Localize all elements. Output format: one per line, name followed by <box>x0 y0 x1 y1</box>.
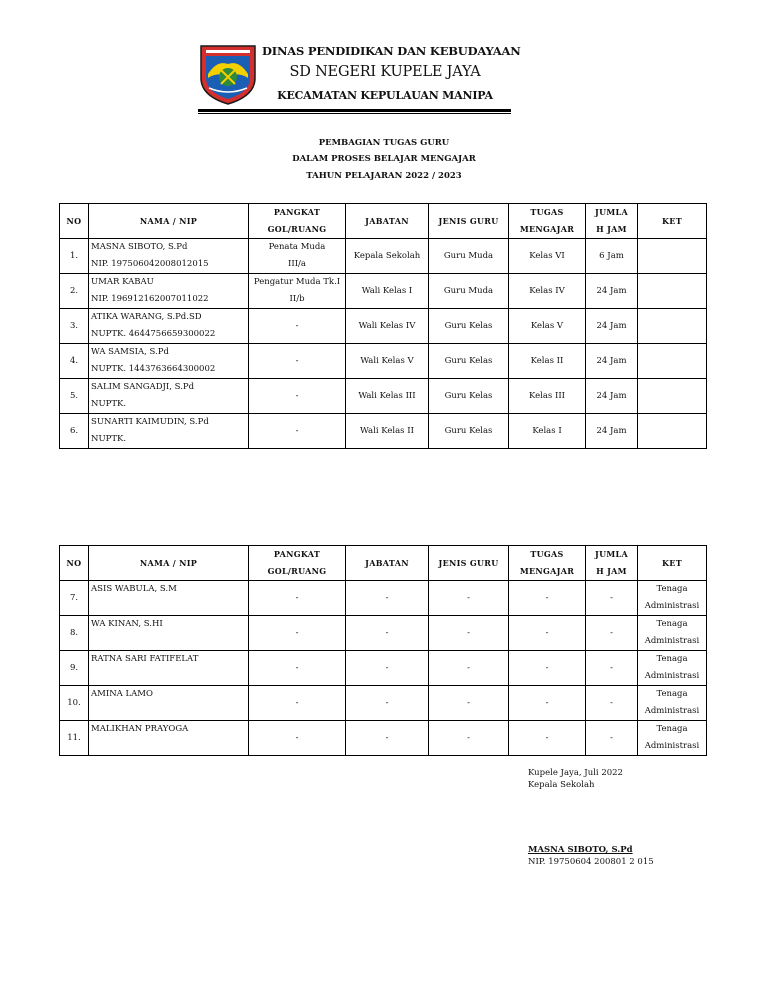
row-position: - <box>346 721 429 756</box>
district-name: KECAMATAN KEPULAUAN MANIPA <box>277 89 493 102</box>
row-note <box>638 309 707 344</box>
row-task: - <box>509 616 586 651</box>
row-task: - <box>509 686 586 721</box>
doc-subtitle: DALAM PROSES BELAJAR MENGAJAR <box>292 154 476 164</box>
row-position: - <box>346 651 429 686</box>
row-type: Guru Kelas <box>429 414 509 449</box>
row-name: SUNARTI KAIMUDIN, S.Pd NUPTK. <box>89 414 249 449</box>
doc-title: PEMBAGIAN TUGAS GURU <box>318 138 450 148</box>
row-no: 5. <box>60 379 89 414</box>
table-row <box>60 651 707 686</box>
row-rank: Pengatur Muda Tk.I II/b <box>249 274 346 309</box>
row-note <box>638 379 707 414</box>
col-type: JENIS GURU <box>429 546 509 581</box>
col-rank: PANGKAT GOL/RUANG <box>249 204 346 239</box>
row-position: Wali Kelas II <box>346 414 429 449</box>
row-name: UMAR KABAU NIP. 196912162007011022 <box>89 274 249 309</box>
col-task: TUGAS MENGAJAR <box>509 546 586 581</box>
row-task: Kelas II <box>509 344 586 379</box>
row-no: 1. <box>60 239 89 274</box>
row-position: - <box>346 581 429 616</box>
agency-name: DINAS PENDIDIKAN DAN KEBUDAYAAN <box>262 44 521 58</box>
row-hours: - <box>586 721 638 756</box>
row-name: AMINA LAMO <box>89 686 249 721</box>
row-position: - <box>346 616 429 651</box>
row-rank: - <box>249 414 346 449</box>
school-name: SD NEGERI KUPELE JAYA <box>289 64 481 80</box>
row-task: Kelas I <box>509 414 586 449</box>
row-type: - <box>429 651 509 686</box>
row-rank: - <box>249 721 346 756</box>
row-name: MALIKHAN PRAYOGA <box>89 721 249 756</box>
row-task: - <box>509 721 586 756</box>
row-name: WA SAMSIA, S.Pd NUPTK. 1443763664300002 <box>89 344 249 379</box>
table-row <box>60 239 707 274</box>
row-task: Kelas VI <box>509 239 586 274</box>
row-hours: - <box>586 616 638 651</box>
table-header-row <box>60 204 707 239</box>
row-type: - <box>429 686 509 721</box>
col-name: NAMA / NIP <box>89 204 249 239</box>
row-rank: - <box>249 581 346 616</box>
signature-place-date: Kupele Jaya, Juli 2022 <box>528 768 623 778</box>
signature-role: Kepala Sekolah <box>528 780 595 790</box>
letterhead-rule-thin <box>198 113 511 114</box>
col-position: JABATAN <box>346 204 429 239</box>
col-note: KET <box>638 546 707 581</box>
row-no: 4. <box>60 344 89 379</box>
row-note <box>638 344 707 379</box>
row-type: Guru Muda <box>429 239 509 274</box>
table-row <box>60 616 707 651</box>
row-rank: - <box>249 686 346 721</box>
table-row <box>60 414 707 449</box>
col-name: NAMA / NIP <box>89 546 249 581</box>
row-hours: - <box>586 581 638 616</box>
row-hours: 24 Jam <box>586 344 638 379</box>
row-rank: - <box>249 379 346 414</box>
row-type: - <box>429 581 509 616</box>
staff-table <box>59 545 707 756</box>
table-row <box>60 274 707 309</box>
row-rank: - <box>249 616 346 651</box>
table-row <box>60 344 707 379</box>
row-no: 7. <box>60 581 89 616</box>
table-row <box>60 581 707 616</box>
row-type: Guru Kelas <box>429 344 509 379</box>
row-no: 2. <box>60 274 89 309</box>
row-hours: - <box>586 651 638 686</box>
row-name: RATNA SARI FATIFELAT <box>89 651 249 686</box>
row-task: Kelas V <box>509 309 586 344</box>
row-no: 11. <box>60 721 89 756</box>
table-row <box>60 309 707 344</box>
row-note <box>638 414 707 449</box>
row-note: Tenaga Administrasi <box>638 686 707 721</box>
row-task: - <box>509 651 586 686</box>
row-no: 9. <box>60 651 89 686</box>
col-hours: JUMLA H JAM <box>586 204 638 239</box>
col-rank: PANGKAT GOL/RUANG <box>249 546 346 581</box>
row-hours: 24 Jam <box>586 414 638 449</box>
row-name: ATIKA WARANG, S.Pd.SD NUPTK. 4644756659300022 <box>89 309 249 344</box>
row-no: 10. <box>60 686 89 721</box>
row-hours: - <box>586 686 638 721</box>
col-position: JABATAN <box>346 546 429 581</box>
col-note: KET <box>638 204 707 239</box>
doc-year: TAHUN PELAJARAN 2022 / 2023 <box>306 171 462 181</box>
row-hours: 24 Jam <box>586 309 638 344</box>
row-type: Guru Kelas <box>429 379 509 414</box>
row-position: Wali Kelas I <box>346 274 429 309</box>
row-note <box>638 274 707 309</box>
row-name: WA KINAN, S.HI <box>89 616 249 651</box>
row-name: SALIM SANGADJI, S.Pd NUPTK. <box>89 379 249 414</box>
col-task: TUGAS MENGAJAR <box>509 204 586 239</box>
row-type: - <box>429 616 509 651</box>
row-note <box>638 239 707 274</box>
row-note: Tenaga Administrasi <box>638 616 707 651</box>
row-task: Kelas III <box>509 379 586 414</box>
row-rank: - <box>249 344 346 379</box>
row-rank: - <box>249 309 346 344</box>
row-no: 3. <box>60 309 89 344</box>
table-header-row <box>60 546 707 581</box>
row-position: Kepala Sekolah <box>346 239 429 274</box>
table-row <box>60 721 707 756</box>
letterhead-rule <box>198 109 511 112</box>
row-note: Tenaga Administrasi <box>638 721 707 756</box>
signature-name: MASNA SIBOTO, S.Pd <box>528 845 633 855</box>
row-rank: - <box>249 651 346 686</box>
row-name: MASNA SIBOTO, S.Pd NIP. 197506042008012015 <box>89 239 249 274</box>
row-type: - <box>429 721 509 756</box>
row-task: Kelas IV <box>509 274 586 309</box>
row-no: 6. <box>60 414 89 449</box>
table-row <box>60 379 707 414</box>
row-type: Guru Muda <box>429 274 509 309</box>
row-type: Guru Kelas <box>429 309 509 344</box>
row-task: - <box>509 581 586 616</box>
row-hours: 24 Jam <box>586 379 638 414</box>
col-no: NO <box>60 546 89 581</box>
row-position: Wali Kelas IV <box>346 309 429 344</box>
row-hours: 24 Jam <box>586 274 638 309</box>
table-row <box>60 686 707 721</box>
row-note: Tenaga Administrasi <box>638 651 707 686</box>
row-name: ASIS WABULA, S.M <box>89 581 249 616</box>
row-no: 8. <box>60 616 89 651</box>
row-hours: 6 Jam <box>586 239 638 274</box>
row-position: Wali Kelas V <box>346 344 429 379</box>
col-hours: JUMLA H JAM <box>586 546 638 581</box>
row-note: Tenaga Administrasi <box>638 581 707 616</box>
col-type: JENIS GURU <box>429 204 509 239</box>
row-rank: Penata Muda III/a <box>249 239 346 274</box>
teacher-table <box>59 203 707 449</box>
col-no: NO <box>60 204 89 239</box>
row-position: - <box>346 686 429 721</box>
row-position: Wali Kelas III <box>346 379 429 414</box>
signature-id: NIP. 19750604 200801 2 015 <box>528 857 654 867</box>
school-crest-icon <box>199 44 257 106</box>
